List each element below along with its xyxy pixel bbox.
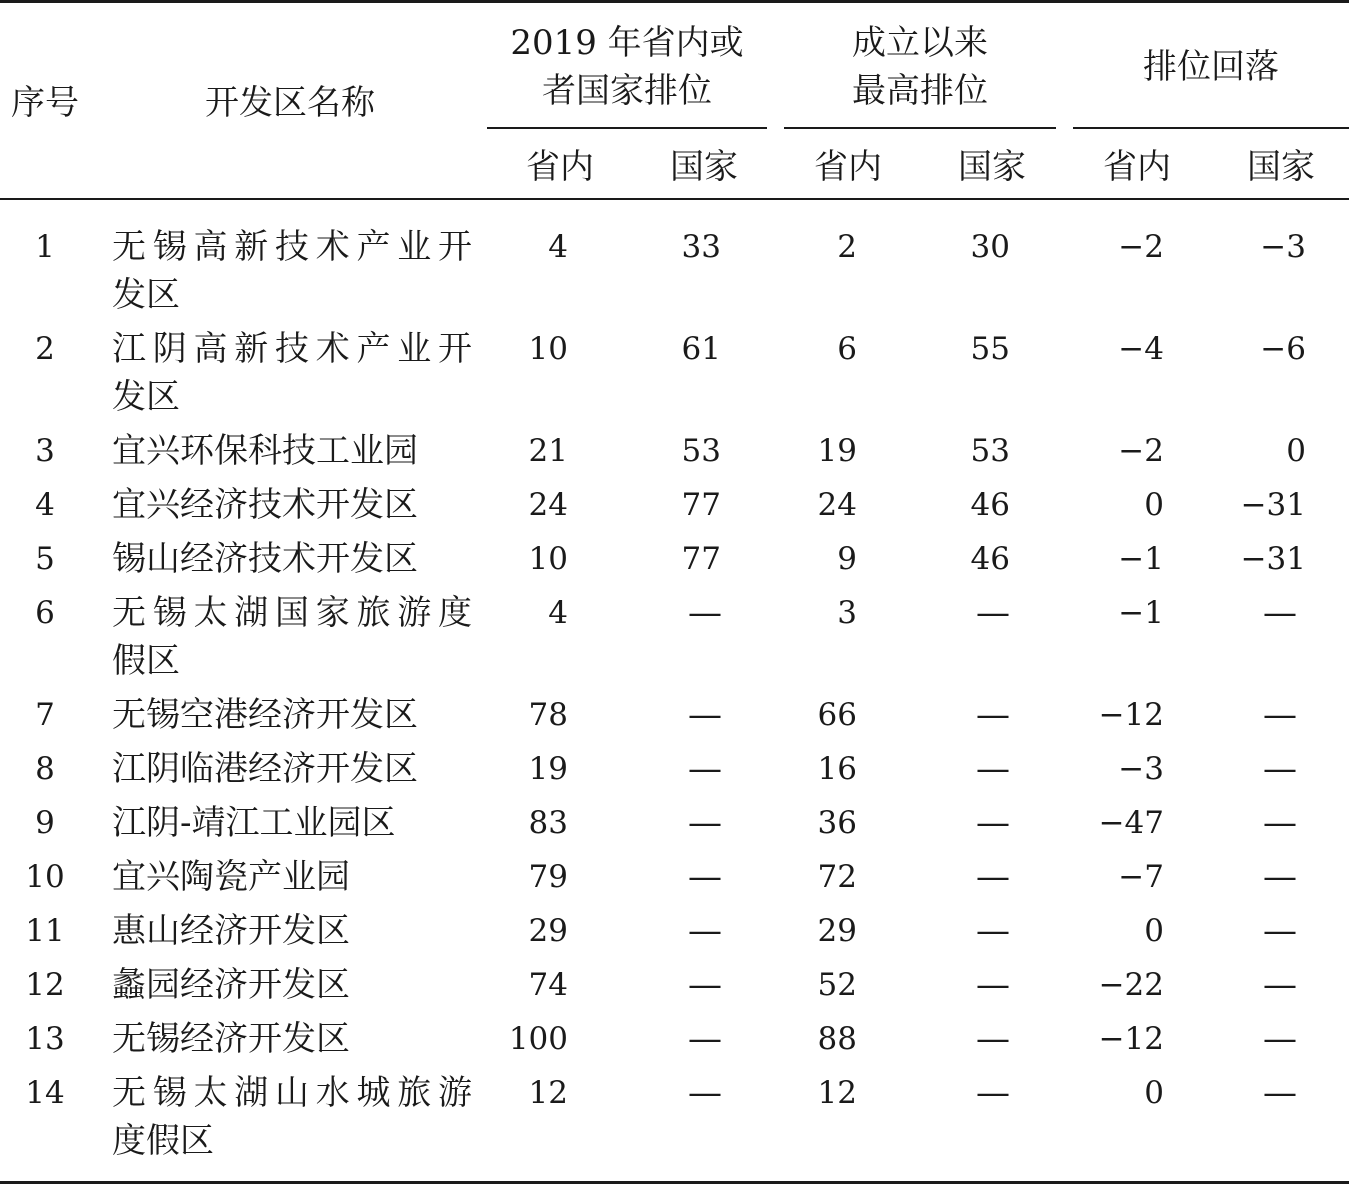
row-pdrop: −7 (1118, 859, 1164, 895)
row-ndrop: — (1263, 1019, 1297, 1059)
row-name-line1: 江阴高新技术产业开 (112, 329, 472, 369)
row-name-line2: 发区 (112, 275, 180, 315)
row-pmax: 6 (837, 331, 857, 367)
row-ndrop: — (1263, 695, 1297, 735)
row-p19: 12 (528, 1075, 568, 1111)
row-name-line1: 宜兴环保科技工业园 (112, 431, 418, 471)
row-seq: 14 (25, 1075, 65, 1111)
row-ndrop: — (1263, 1073, 1297, 1113)
row-name-line1: 无锡太湖国家旅游度 (112, 593, 472, 633)
row-ndrop: −6 (1260, 331, 1306, 367)
row-pdrop: −1 (1118, 541, 1164, 577)
row-p19: 19 (528, 751, 568, 787)
row-pmax: 72 (817, 859, 857, 895)
row-name-line1: 江阴临港经济开发区 (112, 749, 418, 789)
subheader-national-drop: 国家 (1247, 147, 1315, 187)
row-seq: 6 (35, 595, 55, 631)
row-pmax: 52 (817, 967, 857, 1003)
subheader-province-2019: 省内 (526, 147, 594, 187)
row-p19: 10 (528, 331, 568, 367)
row-name (112, 535, 472, 583)
row-pmax: 29 (817, 913, 857, 949)
row-ndrop: −31 (1240, 487, 1306, 523)
row-nmax: 46 (970, 487, 1010, 523)
bottom-rule (0, 1181, 1349, 1184)
row-nmax: 53 (970, 433, 1010, 469)
row-name-line1: 宜兴陶瓷产业园 (112, 857, 350, 897)
row-p19: 4 (548, 229, 568, 265)
row-pmax: 9 (837, 541, 857, 577)
row-name (112, 589, 472, 685)
row-n19: — (688, 965, 722, 1005)
row-name-line1: 惠山经济开发区 (112, 911, 350, 951)
row-seq: 10 (25, 859, 65, 895)
row-nmax: 55 (970, 331, 1010, 367)
row-seq: 12 (25, 967, 65, 1003)
row-seq: 13 (25, 1021, 65, 1057)
row-pmax: 3 (837, 595, 857, 631)
row-pdrop: −2 (1118, 433, 1164, 469)
row-n19: — (688, 1073, 722, 1113)
subheader-national-2019: 国家 (670, 147, 738, 187)
row-name (112, 799, 472, 847)
row-ndrop: — (1263, 965, 1297, 1005)
row-seq: 1 (35, 229, 55, 265)
row-pdrop: −2 (1118, 229, 1164, 265)
row-seq: 5 (35, 541, 55, 577)
row-name-line1: 无锡太湖山水城旅游 (112, 1073, 472, 1113)
row-ndrop: 0 (1286, 433, 1306, 469)
row-name-line1: 无锡空港经济开发区 (112, 695, 418, 735)
row-n19: — (688, 593, 722, 633)
header-name: 开发区名称 (205, 83, 375, 123)
header-seq: 序号 (11, 83, 79, 123)
row-name (112, 481, 472, 529)
row-pmax: 36 (817, 805, 857, 841)
row-name-line2: 假区 (112, 641, 180, 681)
row-p19: 24 (528, 487, 568, 523)
header-2019-rank-line1: 2019 年省内或 (510, 23, 744, 63)
row-seq: 7 (35, 697, 55, 733)
row-n19: — (688, 695, 722, 735)
header-highest-rank-line2: 最高排位 (852, 71, 988, 111)
row-n19: — (688, 803, 722, 843)
row-name-line1: 锡山经济技术开发区 (112, 539, 418, 579)
row-p19: 4 (548, 595, 568, 631)
header-2019-rank-line2: 者国家排位 (542, 71, 712, 111)
row-pmax: 19 (817, 433, 857, 469)
row-pmax: 24 (817, 487, 857, 523)
row-name (112, 745, 472, 793)
row-pdrop: 0 (1144, 487, 1164, 523)
row-n19: 53 (681, 433, 721, 469)
row-name-line2: 度假区 (112, 1121, 214, 1161)
row-n19: 77 (681, 487, 721, 523)
row-nmax: — (976, 749, 1010, 789)
header-highest-rank-line1: 成立以来 (852, 23, 988, 63)
row-name-line1: 无锡经济开发区 (112, 1019, 350, 1059)
row-ndrop: — (1263, 857, 1297, 897)
row-p19: 100 (508, 1021, 568, 1057)
row-name (112, 325, 472, 421)
row-name-line1: 无锡高新技术产业开 (112, 227, 472, 267)
row-pmax: 66 (817, 697, 857, 733)
row-seq: 8 (35, 751, 55, 787)
row-nmax: — (976, 695, 1010, 735)
row-pmax: 12 (817, 1075, 857, 1111)
row-p19: 29 (528, 913, 568, 949)
header-bottom-rule (0, 198, 1349, 200)
row-name (112, 223, 472, 319)
row-n19: 61 (681, 331, 721, 367)
row-pmax: 2 (837, 229, 857, 265)
row-ndrop: −3 (1260, 229, 1306, 265)
row-ndrop: — (1263, 911, 1297, 951)
row-pdrop: −1 (1118, 595, 1164, 631)
row-n19: 33 (681, 229, 721, 265)
row-nmax: — (976, 1019, 1010, 1059)
row-name-line1: 江阴-靖江工业园区 (112, 803, 396, 843)
group1-underline (487, 127, 767, 129)
top-rule (0, 0, 1349, 3)
row-nmax: — (976, 593, 1010, 633)
header-rank-drop: 排位回落 (1143, 47, 1279, 87)
subheader-national-highest: 国家 (958, 147, 1026, 187)
row-name (112, 853, 472, 901)
row-n19: 77 (681, 541, 721, 577)
row-name (112, 691, 472, 739)
row-nmax: — (976, 965, 1010, 1005)
row-pdrop: −12 (1098, 1021, 1164, 1057)
row-name (112, 427, 472, 475)
row-pdrop: −12 (1098, 697, 1164, 733)
row-nmax: — (976, 911, 1010, 951)
row-n19: — (688, 1019, 722, 1059)
row-name (112, 1069, 472, 1165)
row-name-line1: 蠡园经济开发区 (112, 965, 350, 1005)
group3-underline (1073, 127, 1349, 129)
subheader-province-drop: 省内 (1103, 147, 1171, 187)
row-seq: 9 (35, 805, 55, 841)
row-nmax: — (976, 803, 1010, 843)
row-nmax: 30 (970, 229, 1010, 265)
row-n19: — (688, 911, 722, 951)
row-pdrop: 0 (1144, 913, 1164, 949)
group2-underline (784, 127, 1056, 129)
row-pdrop: −3 (1118, 751, 1164, 787)
row-pdrop: −4 (1118, 331, 1164, 367)
row-ndrop: — (1263, 803, 1297, 843)
row-ndrop: — (1263, 593, 1297, 633)
row-seq: 2 (35, 331, 55, 367)
row-pmax: 16 (817, 751, 857, 787)
row-name (112, 907, 472, 955)
row-ndrop: −31 (1240, 541, 1306, 577)
row-name-line2: 发区 (112, 377, 180, 417)
row-p19: 79 (528, 859, 568, 895)
row-pdrop: −22 (1098, 967, 1164, 1003)
row-name (112, 961, 472, 1009)
row-name (112, 1015, 472, 1063)
row-p19: 10 (528, 541, 568, 577)
row-p19: 83 (528, 805, 568, 841)
row-pdrop: 0 (1144, 1075, 1164, 1111)
row-seq: 3 (35, 433, 55, 469)
row-seq: 11 (25, 913, 65, 949)
row-ndrop: — (1263, 749, 1297, 789)
row-p19: 78 (528, 697, 568, 733)
row-p19: 21 (528, 433, 568, 469)
row-name-line1: 宜兴经济技术开发区 (112, 485, 418, 525)
row-pmax: 88 (817, 1021, 857, 1057)
row-n19: — (688, 749, 722, 789)
row-nmax: — (976, 1073, 1010, 1113)
row-seq: 4 (35, 487, 55, 523)
row-nmax: 46 (970, 541, 1010, 577)
subheader-province-highest: 省内 (814, 147, 882, 187)
row-pdrop: −47 (1098, 805, 1164, 841)
row-p19: 74 (528, 967, 568, 1003)
row-nmax: — (976, 857, 1010, 897)
row-n19: — (688, 857, 722, 897)
